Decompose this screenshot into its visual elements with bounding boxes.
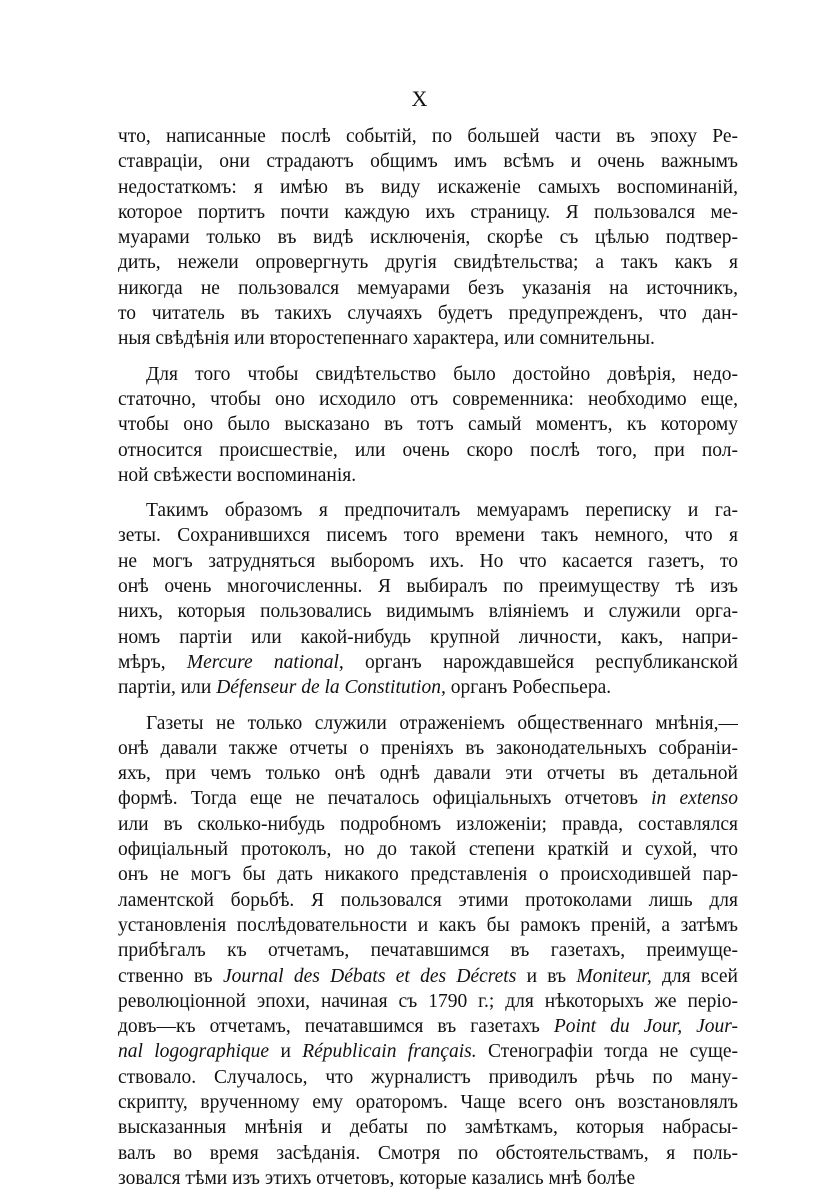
text-line (118, 1065, 738, 1090)
text-line (118, 438, 738, 463)
text-segment: относится происшествіе, или очень скоро послѣ того, при пол- (118, 439, 738, 461)
page-number: X (411, 86, 429, 111)
text-line (118, 523, 738, 548)
text-segment: яхъ, при чемъ только онѣ однѣ давали эти отчеты въ детальной (118, 763, 738, 785)
text-line (118, 711, 738, 736)
text-line (118, 1141, 738, 1166)
text-line (118, 989, 738, 1014)
text-line (118, 1090, 738, 1115)
text-line (118, 650, 738, 675)
text-line (118, 412, 738, 437)
text-line (118, 938, 738, 963)
text-line (118, 862, 738, 887)
text-line (118, 549, 738, 574)
text-segment: зеты. Сохранившихся писемъ того времени такъ немного, что я (118, 525, 738, 547)
text-segment: не могъ затрудняться выборомъ ихъ. Но что касается газетъ, то (118, 550, 738, 572)
text-segment: ламентской борьбѣ. Я пользовался этими протоколами лишь для (118, 889, 738, 911)
text-segment: мѣръ, (118, 651, 187, 673)
text-segment: партіи, или (118, 677, 217, 699)
text-segment: или въ сколько-нибудь подробномъ изложеніи; правда, составлялся (118, 813, 738, 835)
text-line (118, 1166, 738, 1191)
text-segment: органъ Робеспьера. (445, 677, 612, 699)
paragraph (118, 362, 738, 488)
italic-title: Républicain français. (302, 1041, 477, 1063)
text-line (118, 761, 738, 786)
text-segment: статочно, чтобы оно исходило отъ современника: необходимо еще, (118, 388, 738, 410)
paragraph-gap (118, 352, 738, 362)
paragraph (118, 498, 738, 700)
text-segment: онъ не могъ бы дать никакого представленія о происходившей пар- (118, 864, 738, 886)
italic-title: Journal des Débats et des Décrets (222, 965, 517, 987)
text-segment: установленія послѣдовательности и какъ бы рамокъ преній, а затѣмъ (118, 914, 738, 936)
text-line (118, 625, 738, 650)
text-line (118, 812, 738, 837)
text-segment: органъ нарождавшейся республиканской (343, 651, 738, 673)
text-segment: то читатель въ такихъ случаяхъ будетъ предупрежденъ, что дан- (118, 303, 738, 325)
italic-title: in extenso (651, 788, 738, 810)
text-line (118, 463, 738, 488)
text-line (118, 362, 738, 387)
text-line (118, 837, 738, 862)
text-line (118, 149, 738, 174)
text-line (118, 1115, 738, 1140)
body-text (118, 124, 738, 1191)
text-segment: муарами только въ видѣ исключенія, скорѣе съ цѣлью подтвер- (118, 227, 738, 249)
text-segment: прибѣгалъ къ отчетамъ, печатавшимся въ газетахъ, преимуще- (118, 940, 738, 962)
text-line (118, 301, 738, 326)
text-line (118, 250, 738, 275)
text-line (118, 736, 738, 761)
text-segment: номъ партіи или какой-нибудь крупной личности, какъ, напри- (118, 626, 738, 648)
text-line (118, 225, 738, 250)
text-segment: ставраціи, они страдаютъ общимъ имъ всѣмъ и очень важнымъ (118, 151, 738, 173)
text-segment: зовался тѣми изъ этихъ отчетовъ, которые казались мнѣ болѣе (118, 1167, 636, 1189)
text-segment: для всей (651, 965, 738, 987)
text-segment: нихъ, которыя пользовались видимымъ вліяніемъ и служили орга- (118, 601, 738, 623)
text-segment: и (269, 1041, 303, 1063)
italic-title: nal logographique (118, 1041, 270, 1063)
text-segment: и въ (516, 965, 577, 987)
text-segment: никогда не пользовался мемуарами безъ указанія на источникъ, (118, 277, 738, 299)
text-segment: которое портитъ почти каждую ихъ страницу. Я пользовался ме- (118, 201, 738, 223)
text-segment: ствовало. Случалось, что журналистъ приводилъ рѣчь по ману- (118, 1066, 738, 1088)
text-line (118, 1039, 738, 1064)
text-line (118, 124, 738, 149)
text-segment: ной свѣжести воспоминанія. (118, 464, 357, 486)
text-segment: онѣ давали также отчеты о преніяхъ въ законодательныхъ собраніи- (118, 737, 738, 759)
italic-title: Moniteur, (576, 965, 652, 987)
text-line (118, 786, 738, 811)
text-segment: валъ во время засѣданія. Смотря по обстоятельствамъ, я поль- (118, 1142, 738, 1164)
text-segment: довъ—къ отчетамъ, печатавшимся въ газетахъ (118, 1016, 554, 1038)
text-segment: ныя свѣдѣнія или второстепеннаго характера, или сомнительны. (118, 328, 655, 350)
text-segment: Стенографіи тогда не суще- (476, 1041, 738, 1063)
paragraph (118, 711, 738, 1191)
text-segment: онѣ очень многочисленны. Я выбиралъ по преимуществу тѣ изъ (118, 576, 738, 598)
text-line (118, 387, 738, 412)
paragraph-gap (118, 701, 738, 711)
text-segment: высказанныя мнѣнія и дебаты по замѣткамъ, которыя набрасы- (118, 1117, 738, 1139)
text-segment: революціонной эпохи, начиная съ 1790 г.; для нѣкоторыхъ же періо- (118, 990, 738, 1012)
text-line (118, 276, 738, 301)
text-segment: Такимъ образомъ я предпочиталъ мемуарамъ переписку и га- (146, 500, 738, 522)
text-line (118, 200, 738, 225)
text-segment: чтобы оно было высказано въ тотъ самый моментъ, къ которому (118, 414, 738, 436)
italic-title: Point du Jour, Jour- (553, 1016, 738, 1038)
paragraph-gap (118, 488, 738, 498)
text-segment: скрипту, врученному ему ораторомъ. Чаще всего онъ возстановлялъ (118, 1091, 738, 1113)
italic-title: Défenseur de la Constitution, (216, 677, 446, 699)
italic-title: Mercure national, (186, 651, 344, 673)
text-line (118, 1014, 738, 1039)
text-segment: что, написанные послѣ событій, по большей части въ эпоху Ре- (118, 126, 738, 147)
text-segment: формѣ. Тогда еще не печаталось офиціальныхъ отчетовъ (118, 788, 652, 810)
text-segment: ственно въ (118, 965, 223, 987)
text-line (118, 913, 738, 938)
text-line (118, 599, 738, 624)
text-segment: Для того чтобы свидѣтельство было достойно довѣрія, недо- (146, 363, 738, 385)
text-line (118, 326, 738, 351)
text-line (118, 498, 738, 523)
text-line (118, 964, 738, 989)
text-line (118, 888, 738, 913)
text-line (118, 175, 738, 200)
text-segment: дить, нежели опровергнуть другія свидѣтельства; а такъ какъ я (118, 252, 738, 274)
paragraph (118, 124, 738, 352)
text-line (118, 675, 738, 700)
text-segment: Газеты не только служили отраженіемъ общественнаго мнѣнія,— (146, 712, 738, 734)
text-segment: недостаткомъ: я имѣю въ виду искаженіе самыхъ воспоминаній, (118, 176, 738, 198)
text-line (118, 574, 738, 599)
text-segment: офиціальный протоколъ, но до такой степени краткій и сухой, что (118, 839, 738, 861)
